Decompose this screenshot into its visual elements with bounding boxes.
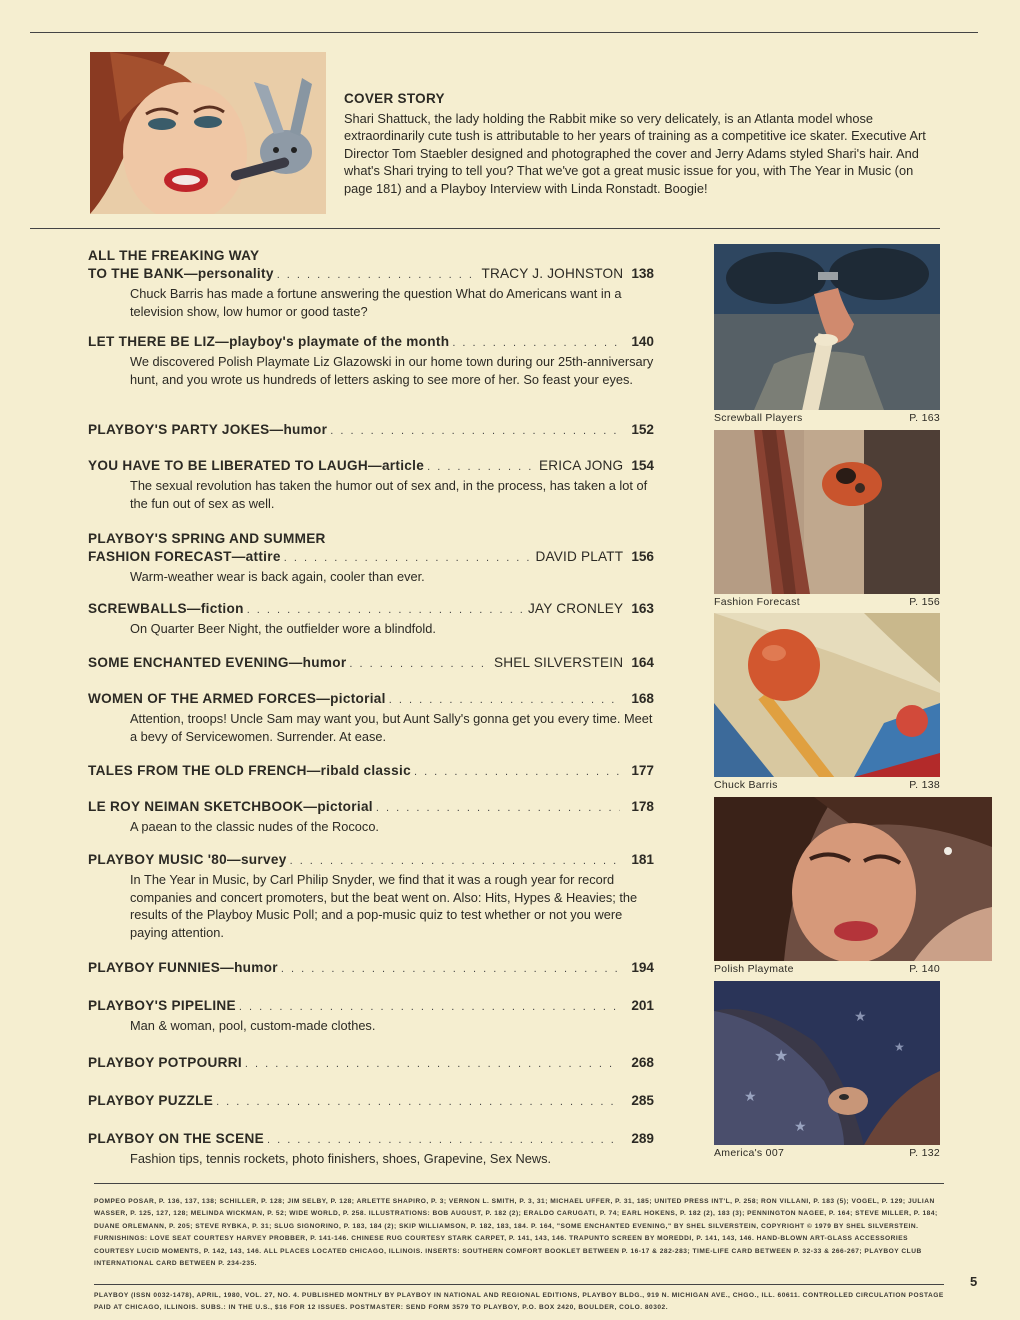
americas-007-art (714, 981, 940, 1145)
thumb-page: P. 156 (909, 596, 940, 608)
toc-type: humor (302, 655, 347, 670)
publication-rule (94, 1284, 944, 1285)
toc-type: survey (240, 852, 287, 867)
toc-page: 289 (631, 1131, 654, 1146)
toc-page: 285 (631, 1093, 654, 1108)
cover-story (344, 90, 940, 198)
toc-page: 201 (631, 998, 654, 1013)
thumb-chuck-barris (714, 613, 940, 791)
toc-title: LE ROY NEIMAN SKETCHBOOK (88, 799, 304, 814)
toc-page: 181 (631, 852, 654, 867)
dot-leader (247, 601, 525, 619)
toc-description: A paean to the classic nudes of the Rococo. (130, 819, 379, 834)
thumb-fashion-forecast (714, 430, 940, 608)
publication-info: PLAYBOY (ISSN 0032-1478), APRIL, 1980, VOL. 27, NO. 4. PUBLISHED MONTHLY BY PLAYBOY IN NATIONAL AND REGIONAL EDITIONS, PLAYBOY BLDG., 919 N. MICHIGAN AVE., CHGO., ILL. 60611. CONTROLLED CIRCULATION POSTAGE PAID AT CHICAGO, ILLINOIS. SUBS.: IN THE U.S., $16 FOR 12 ISSUES. POSTMASTER: SEND FORM 3579 TO PLAYBOY, P.O. BOX 2420, BOULDER, COLO. 80302. (94, 1292, 944, 1311)
thumb-caption: Fashion Forecast (714, 596, 800, 608)
toc-title: PLAYBOY POTPOURRI (88, 1055, 242, 1070)
toc-description: Warm-weather wear is back again, cooler than ever. (130, 569, 425, 584)
toc-title: TO THE BANK (88, 266, 184, 281)
fashion-forecast-photo (714, 430, 940, 594)
toc-title: PLAYBOY'S PIPELINE (88, 998, 236, 1013)
toc-page: 178 (631, 799, 654, 814)
toc-line (88, 1092, 654, 1111)
toc-entry (88, 762, 654, 781)
toc-entry (88, 333, 654, 388)
svg-text:★: ★ (894, 1040, 905, 1054)
toc-line: TALES FROM THE OLD FRENCH — ribald classic . . . 177 (88, 762, 654, 781)
toc-description: In The Year in Music, by Carl Philip Snyder, we find that it was a rough year for record companies and concert promoters, but the beat went on. Also: Hits, Hypes & Heavies; the results of the Playboy Music Poll; and a pop-music quiz to test whether or not you were paying attention. (130, 872, 638, 940)
toc-page: 163 (631, 601, 654, 616)
toc-line (88, 1054, 654, 1073)
toc-description: Attention, troops! Uncle Sam may want you, but Aunt Sally's gonna get you every time. Meet a bevy of Servicewomen. Surrender. At ease. (130, 711, 653, 744)
footer-rule (94, 1183, 944, 1184)
toc-author: DAVID PLATT (535, 549, 624, 564)
photo-credits: POMPEO POSAR, P. 136, 137, 138; SCHILLER, P. 128; JIM SELBY, P. 128; ARLETTE SHAPIRO, P. 3; VERNON L. SMITH, P. 3, 31; MICHAEL UFFER, P. 31, 185; UNITED PRESS INT'L, P. 258; RON VILLANI, P. 183 (5); VOGEL, P. 129; JULIAN WASSER, P. 125, 127, 128; MELINDA WICKMAN, P. 52; WIDE WORLD, P. 258. ILLUSTRATIONS: BOB AUGUST, P. 182 (2); ERALDO CARUGATI, P. 74; EARL HOKENS, P. 182 (2), 183 (3); PENNINGTON NAGEE, P. 164; STEVE MILLER, P. 184; DUANE ORLEMANN, P. 205; STEVE RYBKA, P. 31; SLUG SIGNORINO, P. 183, 184 (2); SKIP WILLIAMSON, P. 182, 183, 184. P. 164, "SOME ENCHANTED EVENING," BY SHEL SILVERSTEIN, COPYRIGHT © 1979 BY SHEL SILVERSTEIN. FURNISHINGS: LOVE SEAT COURTESY HARVEY PROBBER, P. 141-146. CHINESE RUG COURTESY STARK CARPET, P. 141, 143, 146. TRAPUNTO SCREEN BY MOREDDI, P. 141, 143, 146. HAND-BLOWN ART-GLASS ACCESSORIES COURTESY LUCID MOMENTS, P. 142, 143, 146. ALL PLACES LOCATED CHICAGO, ILLINOIS. INSERTS: SOUTHERN COMFORT BOOKLET BETWEEN P. 16-17 & 282-283; TIME-LIFE CARD BETWEEN P. 32-33 & 266-267; PLAYBOY CLUB INTERNATIONAL CARD BETWEEN P. 234-235. (94, 1198, 938, 1268)
toc-line: FASHION FORECAST — attire . . . DAVID PLATT 156 (88, 548, 654, 567)
toc-title: PLAYBOY PUZZLE (88, 1093, 214, 1108)
toc-type: humor (234, 960, 278, 975)
toc-author: SHEL SILVERSTEIN (493, 655, 624, 670)
toc-type: playboy's playmate of the month (229, 334, 450, 349)
toc-entry (88, 600, 654, 638)
polish-playmate-art (714, 797, 992, 961)
chuck-barris-photo (714, 613, 940, 777)
toc-description: On Quarter Beer Night, the outfielder wore a blindfold. (130, 621, 436, 636)
svg-text:★: ★ (794, 1119, 807, 1135)
toc-line (88, 997, 654, 1016)
dot-leader (330, 422, 620, 440)
toc-entry (88, 654, 654, 673)
toc-author: ERICA JONG (538, 458, 624, 473)
thumb-caption: America's 007 (714, 1147, 785, 1159)
toc-page: 268 (631, 1055, 654, 1070)
toc-page: 138 (631, 266, 654, 281)
dot-leader (245, 1055, 620, 1073)
toc-title-line: ALL THE FREAKING WAY (88, 248, 260, 263)
page-number: 5 (970, 1274, 978, 1289)
toc-line: YOU HAVE TO BE LIBERATED TO LAUGH — article . . . ERICA JONG 154 (88, 457, 654, 476)
toc-title: FASHION FORECAST (88, 549, 232, 564)
toc-type: pictorial (330, 691, 386, 706)
svg-text:★: ★ (854, 1009, 867, 1025)
toc-line: PLAYBOY'S PARTY JOKES — humor . . . 152 (88, 421, 654, 440)
toc-line (88, 1130, 654, 1149)
dot-leader (216, 1093, 620, 1111)
cover-photo (90, 52, 326, 214)
toc-page: 140 (631, 334, 654, 349)
toc-line: LE ROY NEIMAN SKETCHBOOK — pictorial . . . 178 (88, 798, 654, 817)
thumb-caption: Chuck Barris (714, 779, 778, 791)
toc-type: article (381, 458, 425, 473)
toc-entry (88, 1054, 654, 1073)
toc-title: PLAYBOY ON THE SCENE (88, 1131, 264, 1146)
cover-divider (30, 228, 940, 229)
toc-page: 154 (631, 458, 654, 473)
thumb-page: P. 163 (909, 412, 940, 424)
toc-line: PLAYBOY FUNNIES — humor . . . 194 (88, 959, 654, 978)
dot-leader (239, 998, 620, 1016)
screwball-players-photo (714, 244, 940, 410)
dot-leader (349, 655, 491, 673)
dot-leader (414, 763, 620, 781)
toc-description: Man & woman, pool, custom-made clothes. (130, 1018, 376, 1033)
toc-entry (88, 798, 654, 836)
toc-type: attire (245, 549, 281, 564)
toc-line: SOME ENCHANTED EVENING — humor . . . SHEL SILVERSTEIN 164 (88, 654, 654, 673)
dot-leader (427, 458, 536, 476)
dot-leader (376, 799, 620, 817)
toc-page: 194 (631, 960, 654, 975)
top-rule (30, 32, 978, 33)
toc-title: PLAYBOY'S PARTY JOKES (88, 422, 270, 437)
toc-type: ribald classic (320, 763, 411, 778)
cover-story-heading: COVER STORY (344, 91, 445, 106)
dot-leader (267, 1131, 620, 1149)
toc-line: TO THE BANK — personality . . . TRACY J. JOHNSTON 138 (88, 265, 654, 284)
thumb-screwball-players (714, 244, 940, 424)
dot-leader (452, 334, 620, 352)
toc-type: fiction (200, 601, 244, 616)
toc-line: SCREWBALLS — fiction . . . JAY CRONLEY 163 (88, 600, 654, 619)
toc-entry (88, 997, 654, 1035)
thumb-caption: Polish Playmate (714, 963, 794, 975)
toc-page: 177 (631, 763, 654, 778)
toc-description: Fashion tips, tennis rockets, photo finishers, shoes, Grapevine, Sex News. (130, 1151, 552, 1166)
fashion-forecast-art (714, 430, 940, 594)
toc-entry (88, 851, 654, 941)
thumb-page: P. 132 (909, 1147, 940, 1159)
dot-leader (284, 549, 533, 567)
toc-entry (88, 959, 654, 978)
toc-entry (88, 1092, 654, 1111)
cover-story-text: Shari Shattuck, the lady holding the Rabbit mike so very delicately, is an Atlanta model whose extraordinarily cute tush is attributable to her years of training as a competitive ice skater. Executive Art Director Tom Staebler designed and photographed the cover and Jerry Adams styled Shari's hair. And what's Shari trying to tell you? That we've got a great music issue for you, with The Year in Music (on page 181) and a Playboy Interview with Linda Ronstadt. Boogie! (344, 110, 926, 196)
toc-entry (88, 1130, 654, 1168)
dot-leader (389, 691, 621, 709)
thumb-page: P. 138 (909, 779, 940, 791)
toc-entry (88, 690, 654, 745)
toc-type: humor (283, 422, 328, 437)
toc-page: 156 (631, 549, 654, 564)
polish-playmate-photo (714, 797, 992, 961)
svg-text:★: ★ (774, 1046, 789, 1065)
screwball-players-art (714, 244, 940, 410)
toc-entry (88, 530, 654, 586)
toc-entry (88, 457, 654, 512)
toc-type: pictorial (317, 799, 373, 814)
cover-photo-art (90, 52, 326, 214)
toc-line: PLAYBOY MUSIC '80 — survey . . . 181 (88, 851, 654, 870)
toc-title: WOMEN OF THE ARMED FORCES (88, 691, 317, 706)
toc-entry (88, 247, 654, 320)
thumb-page: P. 140 (909, 963, 940, 975)
toc-description: Chuck Barris has made a fortune answering the question What do Americans want in a television show, low humor or good taste? (130, 286, 622, 319)
toc-line: LET THERE BE LIZ — playboy's playmate of the month . . . 140 (88, 333, 654, 352)
toc-title: LET THERE BE LIZ (88, 334, 216, 349)
toc-title: PLAYBOY MUSIC '80 (88, 852, 228, 867)
toc-author: JAY CRONLEY (527, 601, 624, 616)
toc-description: We discovered Polish Playmate Liz Glazowski in our home town during our 25th-anniversary hunt, and you wrote us hundreds of letters asking to see more of her. So feast your eyes. (130, 354, 654, 387)
toc-author: TRACY J. JOHNSTON (481, 266, 624, 281)
toc-title: YOU HAVE TO BE LIBERATED TO LAUGH (88, 458, 369, 473)
toc-page: 168 (631, 691, 654, 706)
dot-leader (277, 266, 479, 284)
chuck-barris-art (714, 613, 940, 777)
toc-title-line: PLAYBOY'S SPRING AND SUMMER (88, 531, 326, 546)
dot-leader (290, 852, 621, 870)
toc-page: 152 (631, 422, 654, 437)
toc-description: The sexual revolution has taken the humor out of sex and, in the process, has taken a lot of the fun out of sex as well. (130, 478, 648, 511)
thumb-polish-playmate (714, 797, 992, 975)
toc-line: WOMEN OF THE ARMED FORCES — pictorial . . . 168 (88, 690, 654, 709)
toc-title: PLAYBOY FUNNIES (88, 960, 221, 975)
toc-title: TALES FROM THE OLD FRENCH (88, 763, 307, 778)
svg-text:★: ★ (744, 1089, 757, 1105)
toc-type: personality (197, 266, 274, 281)
thumb-caption: Screwball Players (714, 412, 803, 424)
dot-leader (281, 960, 620, 978)
toc-title: SOME ENCHANTED EVENING (88, 655, 289, 670)
americas-007-photo (714, 981, 940, 1145)
toc-title: SCREWBALLS (88, 601, 187, 616)
toc-entry (88, 421, 654, 440)
toc-page: 164 (631, 655, 654, 670)
thumb-americas-007 (714, 981, 940, 1159)
